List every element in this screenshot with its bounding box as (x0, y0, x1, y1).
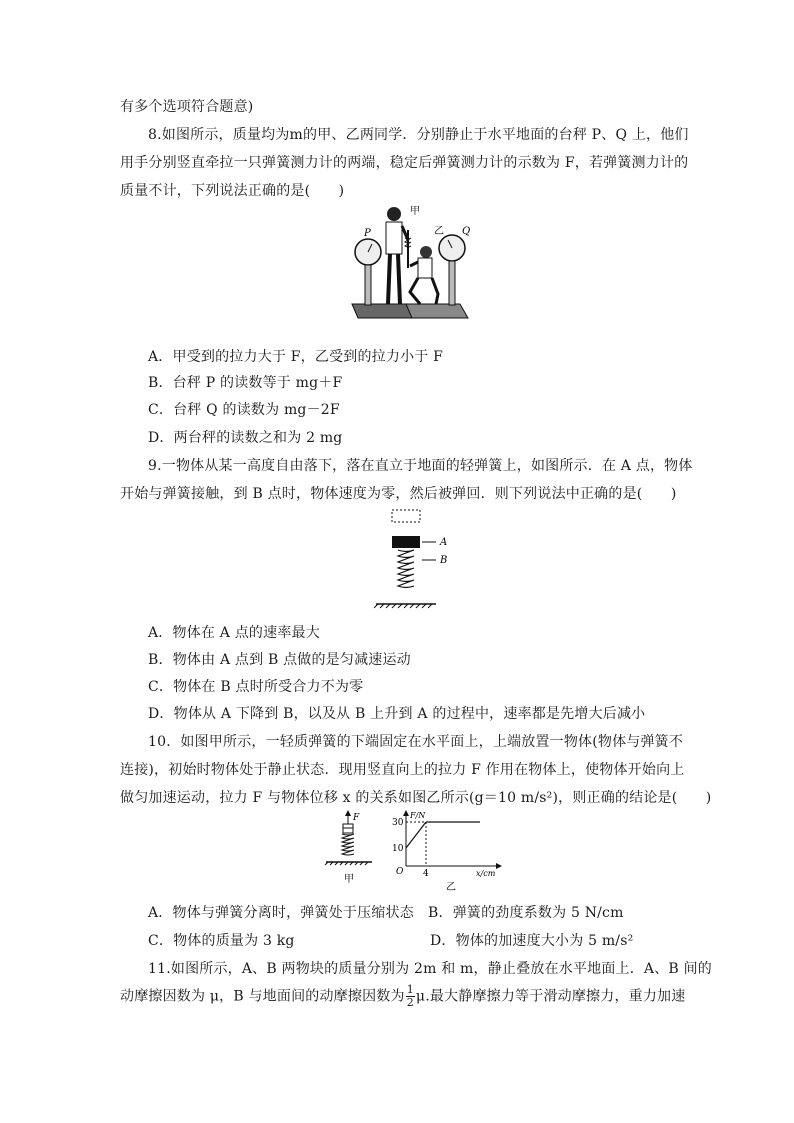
question-8-text: 质量不计，下列说法正确的是( ) (120, 183, 345, 199)
question-11-text: 11.如图所示，A、B 两物块的质量分别为 2m 和 m，静止叠放在水平地面上．A、B 间的 (148, 961, 712, 977)
figure-q10-jia (320, 810, 380, 894)
label-A: A (440, 537, 448, 548)
graph-xlabel: x/cm (476, 869, 496, 878)
graph-origin: O (396, 867, 404, 877)
option-9C: C．物体在 B 点时所受合力不为零 (148, 679, 364, 695)
question-10-text: 做匀加速运动，拉力 F 与物体位移 x 的关系如图乙所示(g＝10 m/s²)，则正确的结论是( ) (120, 790, 712, 806)
question-11-text-part: 动摩擦因数为 μ，B 与地面间的动摩擦因数为 (120, 988, 405, 1005)
graph-ylabel: F/N (410, 811, 426, 820)
question-10-text: 连接)，初始时物体处于静止状态．现用竖直向上的拉力 F 作用在物体上，使物体开始向上 (120, 762, 685, 778)
option-9A: A．物体在 A 点的速率最大 (148, 625, 320, 641)
question-11-text (120, 983, 686, 1009)
fraction-numerator: 1 (406, 983, 414, 996)
option-10B: B．弹簧的劲度系数为 5 N/cm (428, 905, 624, 921)
option-10C: C．物体的质量为 3 kg (148, 933, 295, 949)
option-9B: B．物体由 A 点到 B 点做的是匀减速运动 (148, 652, 411, 668)
label-Q: Q (462, 226, 471, 237)
option-8A: A．甲受到的拉力大于 F，乙受到的拉力小于 F (148, 349, 444, 365)
tick-y-10: 10 (392, 844, 404, 854)
figure-q10-yi-graph (376, 808, 502, 894)
question-9-text: 9.一物体从某一高度自由落下，落在直立于地面的轻弹簧上，如图所示．在 A 点，物体 (148, 458, 693, 474)
caption-jia: 甲 (344, 874, 354, 885)
tick-x-4: 4 (423, 869, 429, 879)
question-9-text: 开始与弹簧接触，到 B 点时，物体速度为零，然后被弹回．则下列说法中正确的是( ) (120, 486, 677, 502)
label-B: B (440, 555, 448, 566)
figure-q9-spring (370, 506, 460, 610)
label-yi: 乙 (434, 226, 444, 237)
option-8D: D．两台秤的读数之和为 2 mg (148, 430, 343, 446)
option-8B: B．台秤 P 的读数等于 mg＋F (148, 375, 343, 391)
question-10-text: 10．如图甲所示，一轻质弹簧的下端固定在水平面上，上端放置一物体(物体与弹簧不 (148, 734, 684, 750)
fraction-one-half (406, 984, 415, 1009)
text-line: 有多个选项符合题意) (120, 99, 254, 115)
label-jia: 甲 (410, 206, 420, 217)
question-11-text-part: μ.最大静摩擦力等于滑动摩擦力，重力加速 (415, 988, 686, 1005)
option-10A: A．物体与弹簧分离时，弹簧处于压缩状态 (148, 905, 414, 921)
figure-q8-scales (348, 200, 478, 328)
option-8C: C．台秤 Q 的读数为 mg－2F (148, 402, 340, 418)
tick-y-30: 30 (392, 818, 404, 828)
question-8-text: 8.如图所示，质量均为m的甲、乙两同学．分别静止于水平地面的台秤 P、Q 上，他们 (148, 127, 689, 143)
label-F: F (353, 813, 360, 823)
caption-yi: 乙 (446, 882, 456, 893)
question-8-text: 用手分别竖直牵拉一只弹簧测力计的两端，稳定后弹簧测力计的示数为 F，若弹簧测力计的 (120, 155, 689, 171)
label-P: P (364, 228, 371, 239)
option-10D: D．物体的加速度大小为 5 m/s² (430, 933, 634, 949)
option-9D: D．物体从 A 下降到 B，以及从 B 上升到 A 的过程中，速率都是先增大后减小 (148, 706, 646, 722)
fraction-denominator: 2 (406, 996, 414, 1009)
